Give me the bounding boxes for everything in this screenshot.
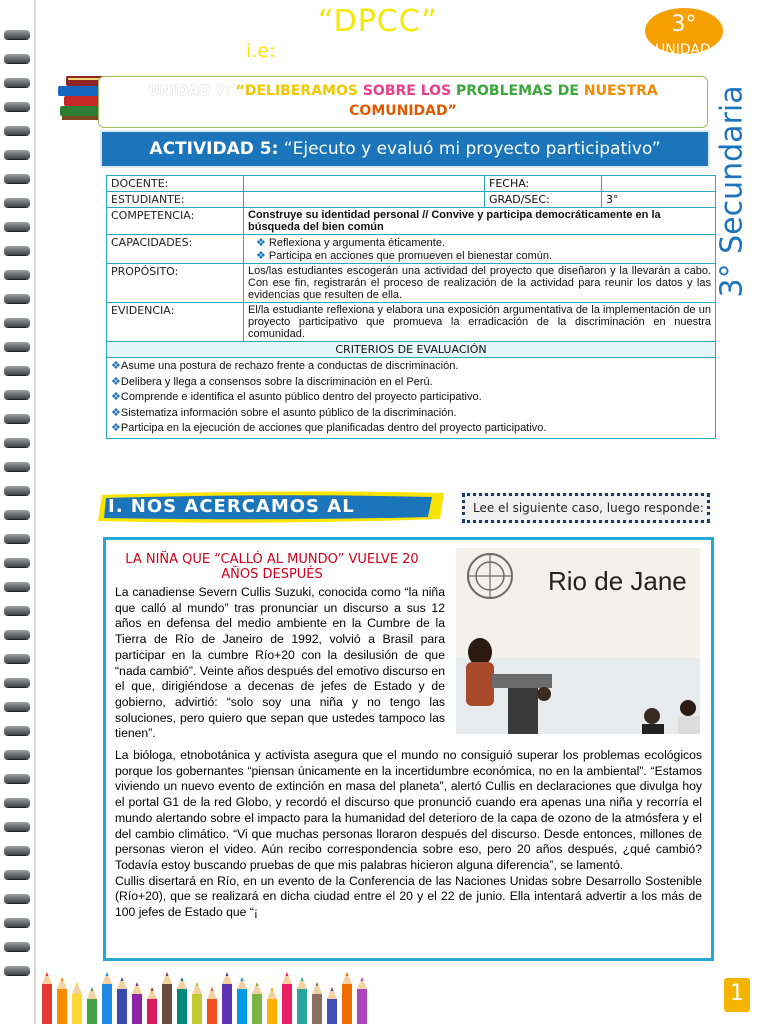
unit-title-part1: “DELIBERAMOS <box>230 83 363 99</box>
article-photo <box>456 548 700 734</box>
spiral-ring <box>4 510 30 519</box>
docente-field[interactable] <box>244 176 485 192</box>
unit-label: UNIDAD 7: <box>148 83 231 99</box>
activity-title: “Ejecuto y evaluó mi proyecto participativo” <box>278 139 661 159</box>
spiral-ring <box>4 678 30 687</box>
gradsec-field[interactable]: 3° <box>602 192 716 208</box>
spiral-ring <box>4 750 30 759</box>
competencia-value: Construye su identidad personal // Convive y participa democráticamente en la búsqueda del bien común <box>244 208 716 235</box>
spiral-ring <box>4 150 30 159</box>
pencil-icon <box>222 972 232 1024</box>
spiral-ring <box>4 198 30 207</box>
diamond-bullet-icon: ❖ <box>256 237 269 249</box>
pencil-icon <box>42 972 52 1024</box>
spiral-ring <box>4 798 30 807</box>
spiral-ring <box>4 726 30 735</box>
spiral-ring <box>4 918 30 927</box>
unit-short-label: UNIDAD: <box>655 42 716 58</box>
spiral-ring <box>4 342 30 351</box>
pencil-icon <box>102 972 112 1024</box>
docente-label: DOCENTE: <box>107 176 244 192</box>
grade-value: 3° <box>671 12 697 37</box>
photo-sign-text: Rio de Jane <box>548 566 687 596</box>
list-item <box>111 359 711 375</box>
list-item <box>248 249 711 262</box>
criterios-heading: CRITERIOS DE EVALUACIÓN <box>107 342 716 358</box>
spiral-ring <box>4 702 30 711</box>
instruction-box: Lee el siguiente caso, luego responde: <box>462 493 710 523</box>
pencil-icon <box>117 977 127 1024</box>
diamond-bullet-icon: ❖ <box>111 406 121 419</box>
article-title: LA NIÑA QUE “CALLÓ AL MUNDO” VUELVE 20 AÑOS DESPUÉS <box>125 552 419 582</box>
table-row <box>107 342 716 358</box>
spiral-ring <box>4 654 30 663</box>
institution-label: i.e: <box>246 40 276 62</box>
table-row <box>107 235 716 264</box>
pencil-icon <box>282 972 292 1024</box>
fecha-field[interactable] <box>602 176 716 192</box>
pencil-icon <box>342 972 352 1024</box>
pencil-icon <box>207 987 217 1024</box>
fecha-label: FECHA: <box>485 176 602 192</box>
estudiante-field[interactable] <box>244 192 485 208</box>
proposito-value: Los/las estudiantes escogerán una actividad del proyecto que diseñaron y la llevarán a cabo. Con ese fin, registrarán el proceso de realización de la actividad para reunir los datos y las evidencias que resulten de ella. <box>244 264 716 303</box>
colored-pencils-decoration <box>36 968 376 1024</box>
pencil-icon <box>132 982 142 1024</box>
spiral-ring <box>4 966 30 975</box>
pencil-icon <box>57 977 67 1024</box>
article-body <box>115 748 702 921</box>
table-row <box>107 358 716 439</box>
section-title: I. NOS ACERCAMOS AL <box>108 496 355 517</box>
pencil-icon <box>312 982 322 1024</box>
criterio-text: Asume una postura de rechazo frente a conductas de discriminación. <box>120 360 459 372</box>
diamond-bullet-icon: ❖ <box>111 360 121 372</box>
table-row <box>107 192 716 208</box>
activity-label: ACTIVIDAD 5: <box>149 139 279 159</box>
pencil-icon <box>177 977 187 1024</box>
pencil-icon <box>297 977 307 1024</box>
spiral-ring <box>4 894 30 903</box>
competencia-label: COMPETENCIA: <box>107 208 244 235</box>
spiral-binding <box>0 30 34 990</box>
list-item <box>111 406 711 422</box>
capacidad-text: Participa en acciones que promueven el bienestar común. <box>268 250 553 262</box>
pencil-icon <box>327 987 337 1024</box>
table-row <box>107 303 716 342</box>
spiral-ring <box>4 774 30 783</box>
spiral-ring <box>4 30 30 39</box>
page-edge <box>34 0 36 1024</box>
unit-title-box <box>98 76 708 128</box>
pencil-icon <box>252 982 262 1024</box>
spiral-ring <box>4 486 30 495</box>
criterio-text: Participa en la ejecución de acciones que planificadas dentro del proyecto participativo. <box>120 422 547 434</box>
pencil-icon <box>87 987 97 1024</box>
evidencia-value: El/la estudiante reflexiona y elabora una exposición argumentativa de la implementación de un proyecto participativo que promueva la erradicación de la discriminación en nuestra comunidad. <box>244 303 716 342</box>
spiral-ring <box>4 174 30 183</box>
pencil-icon <box>237 977 247 1024</box>
proposito-label: PROPÓSITO: <box>107 264 244 303</box>
page-number: 1 <box>724 978 750 1012</box>
criterios-list <box>107 358 716 439</box>
vertical-grade-text: 3° Secundaria <box>714 85 750 298</box>
criterio-text: Comprende e identifica el asunto público dentro del proyecto participativo. <box>120 391 482 403</box>
table-row <box>107 264 716 303</box>
article-paragraph-2: La bióloga, etnobotánica y activista asegura que el mundo no consiguió superar los problemas ecológicos porque los gobernantes “piensan únicamente en la incertidumbre económica, no en la ambiental”. “Estamos viviendo un nuevo evento de extinción en masa del planeta”, alertó Cullis en declaraciones que divulga hoy el portal G1 de la red Globo, y recordó el discurso que pronunció cuando era apenas una niña y recorría el mundo alertando sobre el impacto para la humanidad del deterioro de la capa de ozono de la atmósfera y el del cambio climático. “Vi que muchas personas lloraron después del discurso. Desde entonces, millones de personas vieron el video. Aún recibo correspondencia sobre eso, pero 20 años después, ¿qué cambió? Todavía estoy buscando pruebas de que mis palabras hicieron alguna diferencia”, se lamentó. <box>115 748 702 872</box>
spiral-ring <box>4 246 30 255</box>
spiral-ring <box>4 870 30 879</box>
course-title: “DPCC” <box>318 4 438 39</box>
diamond-bullet-icon: ❖ <box>111 422 121 434</box>
un-conference-photo <box>456 548 700 734</box>
list-item <box>248 236 711 249</box>
spiral-ring <box>4 294 30 303</box>
list-item <box>111 421 711 437</box>
list-item <box>111 375 711 391</box>
spiral-ring <box>4 126 30 135</box>
table-row <box>107 176 716 192</box>
spiral-ring <box>4 78 30 87</box>
spiral-ring <box>4 54 30 63</box>
spiral-ring <box>4 438 30 447</box>
pencil-icon <box>357 977 367 1024</box>
diamond-bullet-icon: ❖ <box>111 375 121 388</box>
spiral-ring <box>4 606 30 615</box>
evidencia-label: EVIDENCIA: <box>107 303 244 342</box>
pencil-icon <box>192 982 202 1024</box>
gradsec-label: GRAD/SEC: <box>485 192 602 208</box>
list-item <box>111 390 711 406</box>
article-paragraph-3: Cullis disertará en Río, en un evento de la Conferencia de las Naciones Unidas sobre Desarrollo Sostenible (Río+20), que se realizará en dicha ciudad entre el 20 y el 22 de junio. Ella intentará advertir a los más de 100 jefes de Estado que “¡ <box>115 873 702 920</box>
spiral-ring <box>4 318 30 327</box>
article-paragraph-1: La canadiense Severn Cullis Suzuki, conocida como “la niña que calló al mundo” tras pronunciar un discurso a sus 12 años en defensa del medio ambiente en la Cumbre de la Tierra de Río de Janeiro de 1992, volvió a Brasil para participar en la cumbre Río+20 con la desilusión de que “nada cambió”. Veinte años después del emotivo discurso en el que, dirigiéndose a decenas de jefes de Estado y de gobierno, advirtió: “solo soy una niña y no tengo las soluciones, pero quiero que sepan que ustedes tampoco las tienen”. <box>115 585 445 741</box>
pencil-icon <box>267 987 277 1024</box>
spiral-ring <box>4 582 30 591</box>
diamond-bullet-icon: ❖ <box>256 250 269 262</box>
spiral-ring <box>4 558 30 567</box>
unit-title-part4: NUESTRA <box>583 83 658 99</box>
spiral-ring <box>4 534 30 543</box>
unit-title-part2: SOBRE LOS <box>362 83 456 99</box>
capacidades-list <box>244 235 716 264</box>
spiral-ring <box>4 222 30 231</box>
spiral-ring <box>4 462 30 471</box>
spiral-ring <box>4 822 30 831</box>
spiral-ring <box>4 846 30 855</box>
activity-banner <box>100 130 710 168</box>
table-row <box>107 208 716 235</box>
pencil-icon <box>147 987 157 1024</box>
diamond-bullet-icon: ❖ <box>111 391 121 403</box>
capacidades-label: CAPACIDADES: <box>107 235 244 264</box>
unit-title-line2: COMUNIDAD” <box>349 103 457 119</box>
activity-info-table <box>106 175 716 439</box>
criterio-text: Delibera y llega a consensos sobre la discriminación en el Perú. <box>120 375 433 388</box>
capacidad-text: Reflexiona y argumenta éticamente. <box>268 237 446 249</box>
estudiante-label: ESTUDIANTE: <box>107 192 244 208</box>
spiral-ring <box>4 390 30 399</box>
spiral-ring <box>4 630 30 639</box>
spiral-ring <box>4 414 30 423</box>
spiral-ring <box>4 102 30 111</box>
pencil-icon <box>72 982 82 1024</box>
criterio-text: Sistematiza información sobre el asunto público de la discriminación. <box>120 406 457 419</box>
spiral-ring <box>4 366 30 375</box>
unit-title-part3: PROBLEMAS DE <box>455 83 584 99</box>
spiral-ring <box>4 270 30 279</box>
pencil-icon <box>162 972 172 1024</box>
spiral-ring <box>4 942 30 951</box>
